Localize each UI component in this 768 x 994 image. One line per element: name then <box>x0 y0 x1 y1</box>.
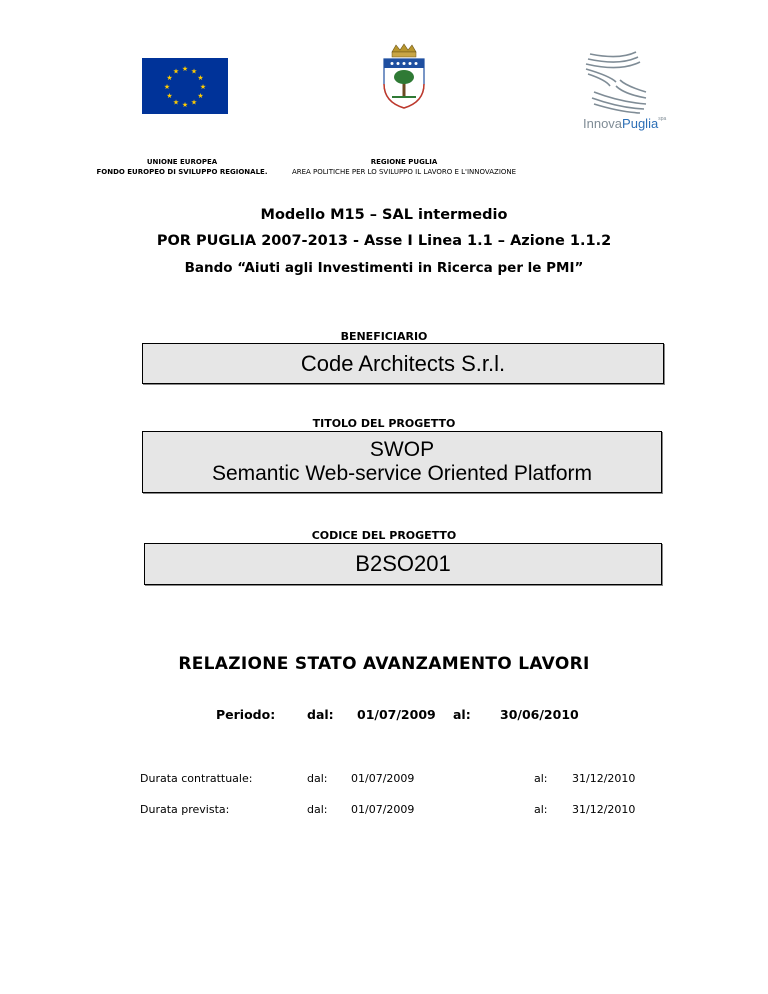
region-caption <box>280 157 528 177</box>
svg-text:★: ★ <box>172 67 180 76</box>
codice-label: CODICE DEL PROGETTO <box>311 529 457 542</box>
eu-caption-line1: UNIONE EUROPEA <box>146 158 218 166</box>
codice-box <box>144 543 662 585</box>
svg-text:★: ★ <box>181 101 189 109</box>
beneficiario-value: Code Architects S.r.l. <box>300 351 506 376</box>
durata-contrattuale-dal-value: 01/07/2009 <box>351 772 415 785</box>
svg-text:★: ★ <box>190 98 198 107</box>
titolo-box <box>142 431 662 493</box>
svg-text:★: ★ <box>197 92 204 100</box>
eu-flag-logo <box>142 58 228 114</box>
region-caption-line1: REGIONE PUGLIA <box>370 158 438 166</box>
durata-contrattuale-al-label: al: <box>534 772 548 785</box>
beneficiario-label: BENEFICIARIO <box>340 330 428 343</box>
durata-contrattuale-label: Durata contrattuale: <box>140 772 253 785</box>
durata-prevista-dal-value: 01/07/2009 <box>351 803 415 816</box>
svg-text:★: ★ <box>166 74 173 82</box>
durata-contrattuale-al-value: 31/12/2010 <box>572 772 636 785</box>
svg-text:★: ★ <box>197 74 204 82</box>
por-title: POR PUGLIA 2007-2013 - Asse I Linea 1.1 – Azione 1.1.2 <box>156 233 612 249</box>
model-title: Modello M15 – SAL intermedio <box>260 207 508 223</box>
periodo-dal-value: 01/07/2009 <box>357 707 436 722</box>
svg-text:★: ★ <box>190 67 198 76</box>
innova-word: Innova <box>583 116 623 131</box>
regione-puglia-crest-logo <box>380 42 428 110</box>
durata-prevista-al-value: 31/12/2010 <box>572 803 636 816</box>
durata-prevista-dal-label: dal: <box>307 803 328 816</box>
titolo-label: TITOLO DEL PROGETTO <box>312 417 456 430</box>
bando-title: Bando “Aiuti agli Investimenti in Ricerca per le PMI” <box>184 260 584 276</box>
svg-text:★: ★ <box>166 92 173 100</box>
periodo-al-label: al: <box>453 707 471 722</box>
svg-text:★: ★ <box>163 83 171 91</box>
beneficiario-box <box>142 343 664 384</box>
titolo-value-line2: Semantic Web-service Oriented Platform <box>211 462 593 485</box>
relazione-heading: RELAZIONE STATO AVANZAMENTO LAVORI <box>178 654 590 674</box>
durata-contrattuale-dal-label: dal: <box>307 772 328 785</box>
durata-prevista-label: Durata prevista: <box>140 803 230 816</box>
periodo-al-value: 30/06/2010 <box>500 707 579 722</box>
innovapuglia-wordmark <box>583 116 666 131</box>
periodo-dal-label: dal: <box>307 707 334 722</box>
svg-text:★: ★ <box>172 98 180 107</box>
svg-text:★: ★ <box>199 83 207 91</box>
eu-caption <box>82 157 282 177</box>
durata-prevista-al-label: al: <box>534 803 548 816</box>
svg-text:★: ★ <box>181 65 189 73</box>
eu-caption-line2: FONDO EUROPEO DI SVILUPPO REGIONALE. <box>96 168 268 176</box>
codice-value: B2SO201 <box>355 551 451 576</box>
region-caption-line2: AREA POLITICHE PER LO SVILUPPO IL LAVORO E L'INNOVAZIONE <box>291 168 517 176</box>
periodo-label: Periodo: <box>216 707 276 722</box>
spa-suffix: spa <box>658 116 667 122</box>
titolo-value-line1: SWOP <box>369 438 435 461</box>
puglia-word: Puglia <box>622 116 659 131</box>
